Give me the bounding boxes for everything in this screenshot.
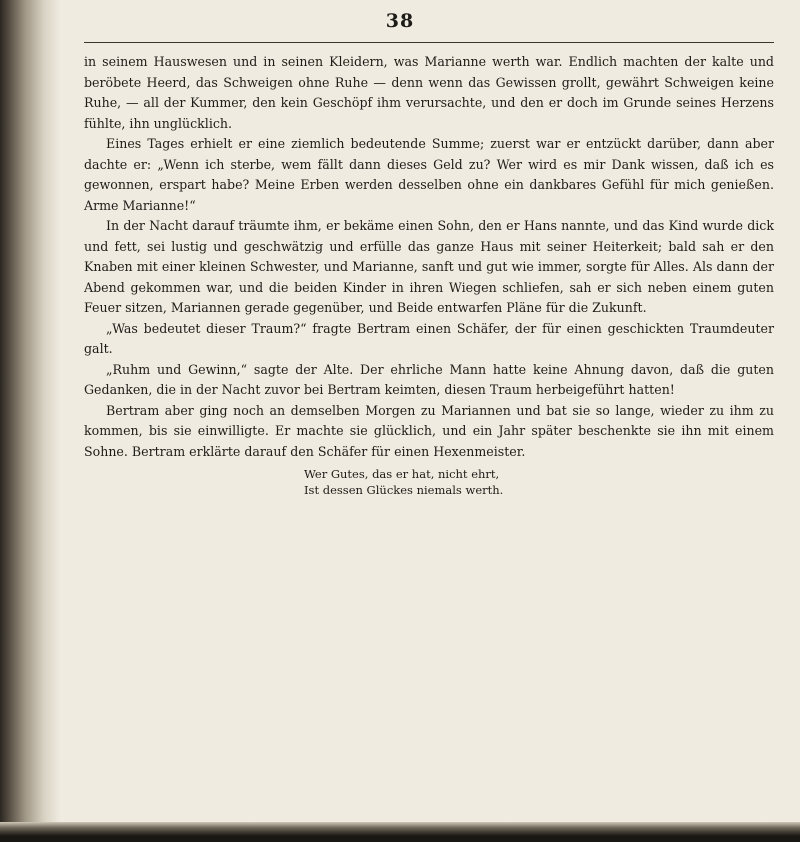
closing-verse <box>304 466 774 498</box>
page-text <box>84 52 774 498</box>
verse-line: Ist dessen Glückes niemals werth. <box>304 483 504 497</box>
paragraph: Bertram aber ging noch an demselben Morgen zu Mariannen und bat sie so lange, wieder zu ihm zu kommen, bis sie einwilligte. Er machte sie glücklich, und ein Jahr später beschenkte sie ihn mit einem Sohne. Bertram erklärte darauf den Schäfer für einen Hexenmeister. <box>84 402 774 459</box>
header-rule <box>84 42 774 43</box>
paragraph: in seinem Hauswesen und in seinen Kleidern, was Marianne werth war. Endlich machten der kalte und beröbete Heerd, das Schweigen ohne Ruhe — denn wenn das Gewissen grollt, gewährt Schweigen keine Ruhe, — all der Kummer, den kein Geschöpf ihm verursachte, und den er doch im Grunde seines Herzens fühlte, ihn unglücklich. <box>84 54 774 131</box>
paragraph: „Was bedeutet dieser Traum?“ fragte Bertram einen Schäfer, der für einen geschickten Traumdeuter galt. <box>84 320 774 356</box>
paragraph: „Ruhm und Gewinn,“ sagte der Alte. Der ehrliche Mann hatte keine Ahnung davon, daß die guten Gedanken, die in der Nacht zuvor bei Bertram keimten, diesen Traum herbeigeführt hatten! <box>84 361 774 397</box>
page-bottom-edge <box>0 822 800 842</box>
paragraph: In der Nacht darauf träumte ihm, er bekäme einen Sohn, den er Hans nannte, und das Kind wurde dick und fett, sei lustig und geschwätzig und erfülle das ganze Haus mit seiner Heiterkeit; bald sah er den Knaben mit einer kleinen Schwester, und Marianne, sanft und gut wie immer, sorgte für Alles. Als dann der Abend gekommen war, und die beiden Kinder in ihren Wiegen schliefen, sah er sich neben einem guten Feuer sitzen, Mariannen gerade gegenüber, und Beide entwarfen Pläne für die Zukunft. <box>84 218 774 315</box>
paragraph: Eines Tages erhielt er eine ziemlich bedeutende Summe; zuerst war er entzückt darüber, dann aber dachte er: „Wenn ich sterbe, wem fällt dann dieses Geld zu? Wer wird es mir Dank wissen, daß ich es gewonnen, erspart habe? Meine Erben werden desselben ohne ein dankbares Gefühl für mich genießen. Arme Marianne!“ <box>84 136 774 213</box>
book-spine-shadow <box>0 0 60 842</box>
verse-line: Wer Gutes, das er hat, nicht ehrt, <box>304 467 500 481</box>
page-number: 38 <box>385 10 415 32</box>
